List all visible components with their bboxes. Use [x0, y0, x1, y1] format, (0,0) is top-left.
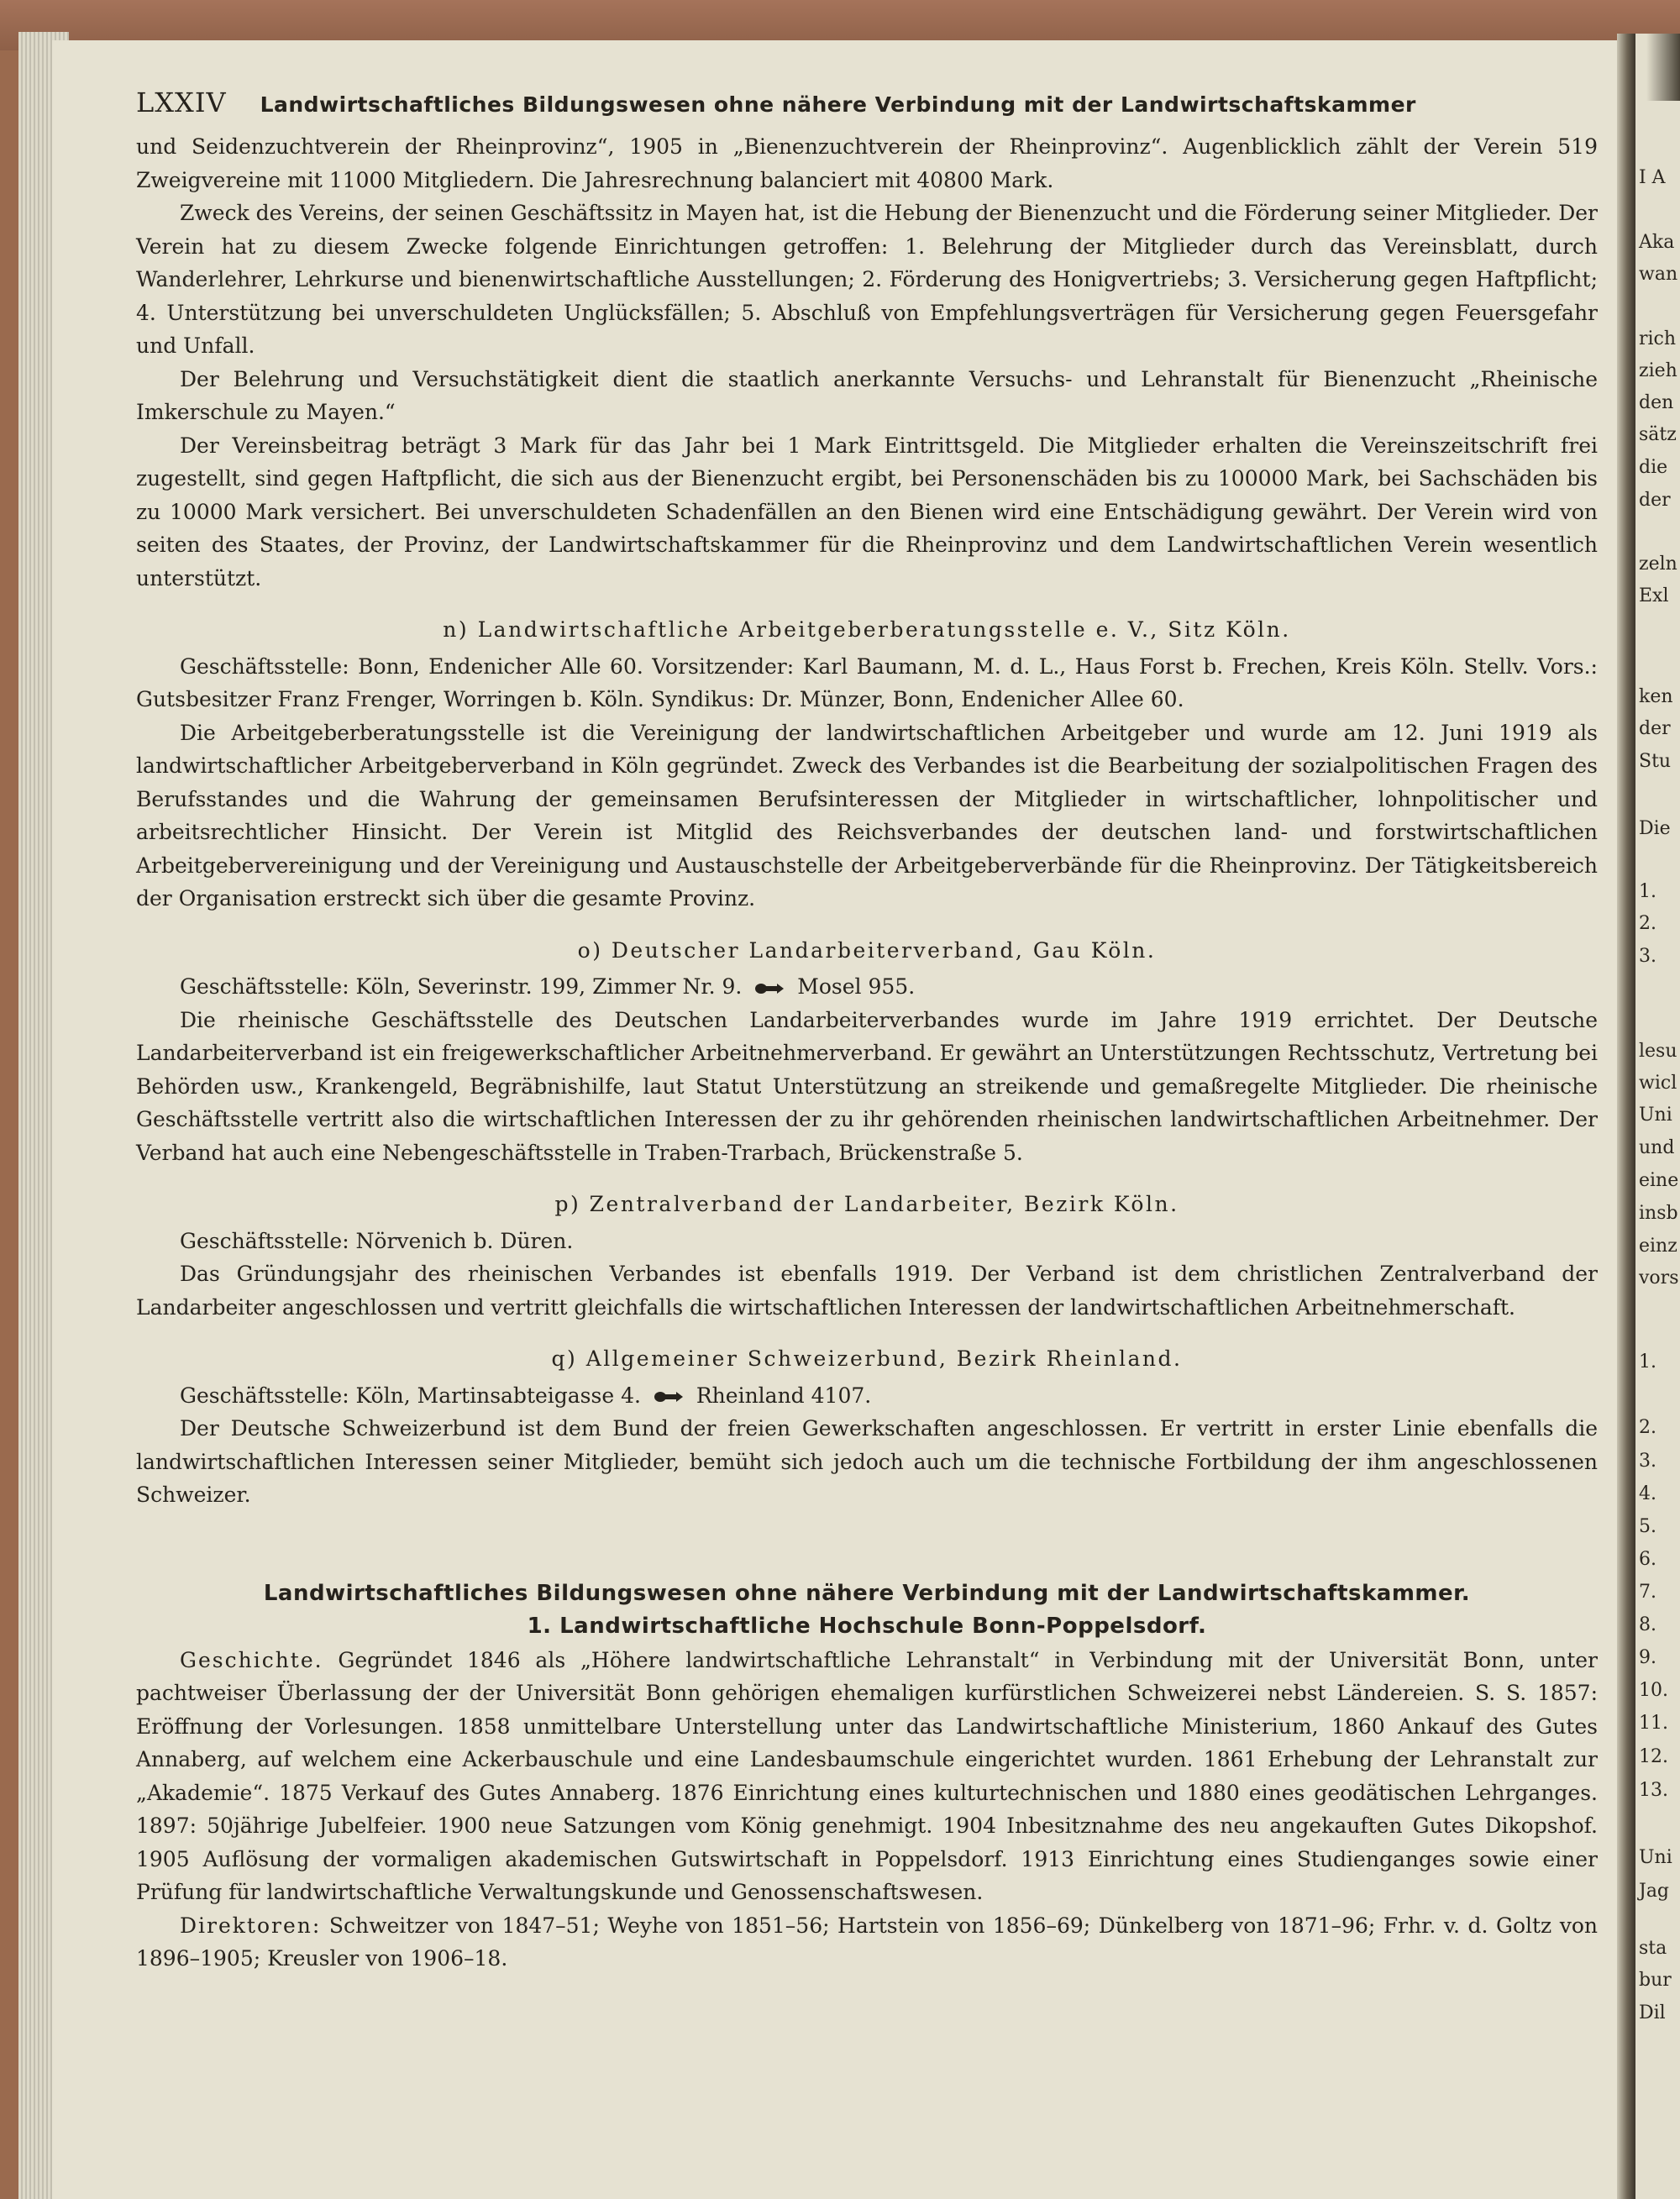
office-line: [136, 1379, 1598, 1413]
office-line: [136, 970, 1598, 1004]
section-heading-n: n) Landwirtschaftliche Arbeitgeberberatungsstelle e. V., Sitz Köln.: [443, 617, 1291, 642]
office-line: Geschäftsstelle: Nörvenich b. Düren.: [180, 1228, 574, 1253]
adjacent-fragment: insb: [1639, 1203, 1678, 1224]
paragraph: Der Belehrung und Versuchstätigkeit dient die staatlich anerkannte Versuchs- und Lehranstalt für Bienenzucht „Rheinische Imkerschule zu Mayen.“: [136, 366, 1598, 424]
running-header: [136, 82, 1598, 125]
page-number: LXXIV: [136, 87, 227, 118]
adjacent-fragment: 2.: [1639, 1417, 1656, 1438]
adjacent-fragment: 10.: [1639, 1680, 1668, 1701]
adjacent-fragment: 6.: [1639, 1549, 1656, 1570]
adjacent-fragment: Stu: [1639, 751, 1672, 772]
section-heading-q: q) Allgemeiner Schweizerbund, Bezirk Rheinland.: [551, 1346, 1183, 1371]
running-title: Landwirtschaftliches Bildungswesen ohne nähere Verbindung mit der Landwirtschaftskammer: [260, 92, 1416, 117]
adjacent-fragment: 11.: [1639, 1713, 1668, 1734]
adjacent-fragment: der: [1639, 490, 1671, 511]
adjacent-fragment: 12.: [1639, 1746, 1668, 1767]
history-label: Geschichte.: [180, 1647, 323, 1672]
adjacent-fragment: wicl: [1639, 1073, 1677, 1094]
paragraph: Zweck des Vereins, der seinen Geschäftssitz in Mayen hat, ist die Hebung der Bienenzucht und die Förderung seiner Mitglieder. Der Verein hat zu diesem Zwecke folgende Einrichtungen getroffen: 1. Belehrung der Mitglieder durch das Vereinsblatt, durch Wanderlehrer, Lehrkurse und bienenwirtschaftliche Ausstellungen; 2. Förderung des Honigvertriebs; 3. Versicherung gegen Haftpflicht; 4. Unterstützung bei unverschuldeten Unglücksfällen; 5. Abschluß von Empfehlungsverträgen für Versicherung gegen Feuersgefahr und Unfall.: [136, 201, 1598, 358]
paragraph: Der Vereinsbeitrag beträgt 3 Mark für das Jahr bei 1 Mark Eintrittsgeld. Die Mitglieder erhalten die Vereinszeitschrift frei zugestellt, sind gegen Haftpflicht, die sich aus der Bienenzucht ergibt, bei Personenschäden bis zu 100000 Mark, bei Sachschäden bis zu 10000 Mark versichert. Bei unverschuldeten Schadenfällen an den Bienen wird eine Entschädigung gewährt. Der Verein wird von seiten des Staates, der Provinz, der Landwirtschaftskammer für die Rheinprovinz und dem Landwirtschaftlichen Verein wesentlich unterstützt.: [136, 433, 1598, 590]
adjacent-fragment: eine: [1639, 1170, 1679, 1191]
adjacent-fragment: der: [1639, 718, 1671, 739]
adjacent-fragment: Aka: [1639, 232, 1675, 253]
adjacent-fragment: zieh: [1639, 360, 1677, 381]
paragraph: Das Gründungsjahr des rheinischen Verbandes ist ebenfalls 1919. Der Verband ist dem christlichen Zentralverband der Landarbeiter angeschlossen und vertritt gleichfalls die wirtschaftlichen Interessen der landwirtschaftlichen Arbeitnehmerschaft.: [136, 1262, 1598, 1320]
directors-paragraph: [136, 1909, 1598, 1976]
adjacent-fragment: und: [1639, 1137, 1675, 1158]
adjacent-fragment: 1.: [1639, 1351, 1656, 1372]
book-gutter: [1617, 34, 1635, 2199]
spine-shadow: [1646, 34, 1680, 101]
adjacent-fragment: vors: [1639, 1267, 1679, 1288]
adjacent-fragment: einz: [1639, 1236, 1677, 1257]
adjacent-fragment: 1.: [1639, 881, 1656, 902]
chapter-title: 1. Landwirtschaftliche Hochschule Bonn-Poppelsdorf.: [527, 1614, 1207, 1639]
paragraph: Die Arbeitgeberberatungsstelle ist die Vereinigung der landwirtschaftlichen Arbeitgeber und wurde am 12. Juni 1919 als landwirtschaftlicher Arbeitgeberverband in Köln gegründet. Zweck des Verbandes ist die Bearbeitung der sozialpolitischen Fragen des Berufsstandes und die Wahrung der gemeinsamen Berufsinteressen der Mitglieder in wirtschaftlicher, lohnpolitischer und arbeitsrechtlicher Hinsicht. Der Verein ist Mitglid des Reichsverbandes der deutschen land- und forstwirtschaftlichen Arbeitgebervereinigung und der Vereinigung und Austauschstelle der Arbeitgeberverbände für die Rheinprovinz. Der Tätigkeitsbereich der Organisation erstreckt sich über die gesamte Provinz.: [136, 720, 1598, 911]
adjacent-fragment: sta: [1639, 1938, 1667, 1959]
phone-number: Rheinland 4107.: [696, 1383, 872, 1408]
adjacent-fragment: 8.: [1639, 1614, 1656, 1635]
adjacent-fragment: die: [1639, 457, 1668, 478]
adjacent-fragment: 9.: [1639, 1647, 1656, 1668]
adjacent-fragment: Dil: [1639, 2002, 1666, 2023]
adjacent-fragment: 5.: [1639, 1516, 1656, 1537]
adjacent-fragment: den: [1639, 392, 1674, 413]
paragraph: und Seidenzuchtverein der Rheinprovinz“, 1905 in „Bienenzuchtverein der Rheinprovinz“. Augenblicklich zählt der Verein 519 Zweigvereine mit 11000 Mitgliedern. Die Jahresrechnung balanciert mit 40800 Mark.: [136, 134, 1598, 192]
directors-label: Direktoren:: [180, 1913, 322, 1938]
section-heading-o: o) Deutscher Landarbeiterverband, Gau Köln.: [577, 937, 1157, 963]
adjacent-fragment: ken: [1639, 686, 1673, 707]
adjacent-fragment: Jag: [1639, 1881, 1670, 1902]
office-address: Geschäftsstelle: Köln, Martinsabteigasse 4.: [180, 1383, 641, 1408]
paragraph: Geschäftsstelle: Bonn, Endenicher Alle 60. Vorsitzender: Karl Baumann, M. d. L., Haus Forst b. Frechen, Kreis Köln. Stellv. Vors.: Gutsbesitzer Franz Frenger, Worringen b. Köln. Syndikus: Dr. Münzer, Bonn, Endenicher Allee 60.: [136, 653, 1598, 711]
adjacent-fragment: I A: [1639, 167, 1666, 188]
adjacent-fragment: 13.: [1639, 1780, 1668, 1801]
section-heading-p: p) Zentralverband der Landarbeiter, Bezirk Köln.: [554, 1192, 1179, 1216]
adjacent-fragment: Uni: [1639, 1105, 1672, 1126]
telephone-icon: [653, 1389, 685, 1404]
adjacent-fragment: 3.: [1639, 1451, 1656, 1472]
adjacent-fragment: Exl: [1639, 585, 1669, 606]
paragraph: Die rheinische Geschäftsstelle des Deutschen Landarbeiterverbandes wurde im Jahre 1919 errichtet. Der Deutsche Landarbeiterverband ist ein freigewerkschaftlicher Arbeitnehmerverband. Er gewährt an Unterstützungen Rechtsschutz, Vertretung bei Behörden usw., Krankengeld, Begräbnishilfe, laut Statut Unterstützung an streikende und gemaßregelte Mitglieder. Die rheinische Geschäftsstelle vertritt also die wirtschaftlichen Interessen der zu ihr gehörenden rheinischen landwirtschaftlichen Arbeitnehmer. Der Verband hat auch eine Nebengeschäftsstelle in Traben-Trarbach, Brückenstraße 5.: [136, 1007, 1598, 1165]
directors-text: Schweitzer von 1847–51; Weyhe von 1851–56; Hartstein von 1856–69; Dünkelberg von 1871–96; Frhr. v. d. Goltz von 1896–1905; Kreusler von 1906–18.: [136, 1913, 1599, 1971]
history-paragraph: [136, 1644, 1598, 1909]
adjacent-fragment: 2.: [1639, 913, 1656, 934]
adjacent-fragment: Die: [1639, 818, 1671, 839]
phone-number: Mosel 955.: [797, 974, 916, 999]
office-address: Geschäftsstelle: Köln, Severinstr. 199, Zimmer Nr. 9.: [180, 974, 743, 999]
page-content: [136, 82, 1598, 1976]
adjacent-fragment: 3.: [1639, 946, 1656, 967]
adjacent-fragment: Uni: [1639, 1847, 1672, 1868]
adjacent-fragment: 4.: [1639, 1483, 1656, 1504]
adjacent-fragment: lesu: [1639, 1041, 1677, 1062]
paragraph: Der Deutsche Schweizerbund ist dem Bund der freien Gewerkschaften angeschlossen. Er vertritt in erster Linie ebenfalls die landwirtschaftlichen Interessen seiner Mitglieder, bemüht sich jedoch auch um die technische Fortbildung der ihm angeschlossenen Schweizer.: [136, 1416, 1598, 1507]
adjacent-fragment: 7.: [1639, 1582, 1656, 1603]
adjacent-fragment: rich: [1639, 328, 1677, 349]
adjacent-fragment: bur: [1639, 1970, 1672, 1991]
adjacent-fragment: sätz: [1639, 424, 1677, 445]
part-title: Landwirtschaftliches Bildungswesen ohne nähere Verbindung mit der Landwirtschaftskammer.: [263, 1580, 1471, 1606]
telephone-icon: [753, 981, 785, 996]
adjacent-fragment: wan: [1639, 264, 1678, 285]
adjacent-fragment: zeln: [1639, 554, 1677, 575]
history-text: Gegründet 1846 als „Höhere landwirtschaftliche Lehranstalt“ in Verbindung mit der Universität Bonn, unter pachtweiser Überlassung der der Universität Bonn gehörigen ehemaligen kurfürstlichen Schweizerei nebst Ländereien. S. S. 1857: Eröffnung der Vorlesungen. 1858 unmittelbare Unterstellung unter das Landwirtschaftliche Ministerium, 1860 Ankauf des Gutes Annaberg, auf welchem eine Ackerbauschule und eine Landesbaumschule eingerichtet wurden. 1861 Erhebung der Lehranstalt zur „Akademie“. 1875 Verkauf des Gutes Annaberg. 1876 Einrichtung eines kulturtechnischen und 1880 eines geodätischen Lehrganges. 1897: 50jährige Jubelfeier. 1900 neue Satzungen vom König genehmigt. 1904 Inbesitznahme des neu angekauften Gutes Dikopshof. 1905 Auflösung der vormaligen akademischen Gutswirtschaft in Poppelsdorf. 1913 Einrichtung eines Studienganges sowie einer Prüfung für landwirtschaftliche Verwaltungskunde und Genossenschaftswesen.: [136, 1647, 1598, 1904]
adjacent-page: [1635, 34, 1680, 2199]
